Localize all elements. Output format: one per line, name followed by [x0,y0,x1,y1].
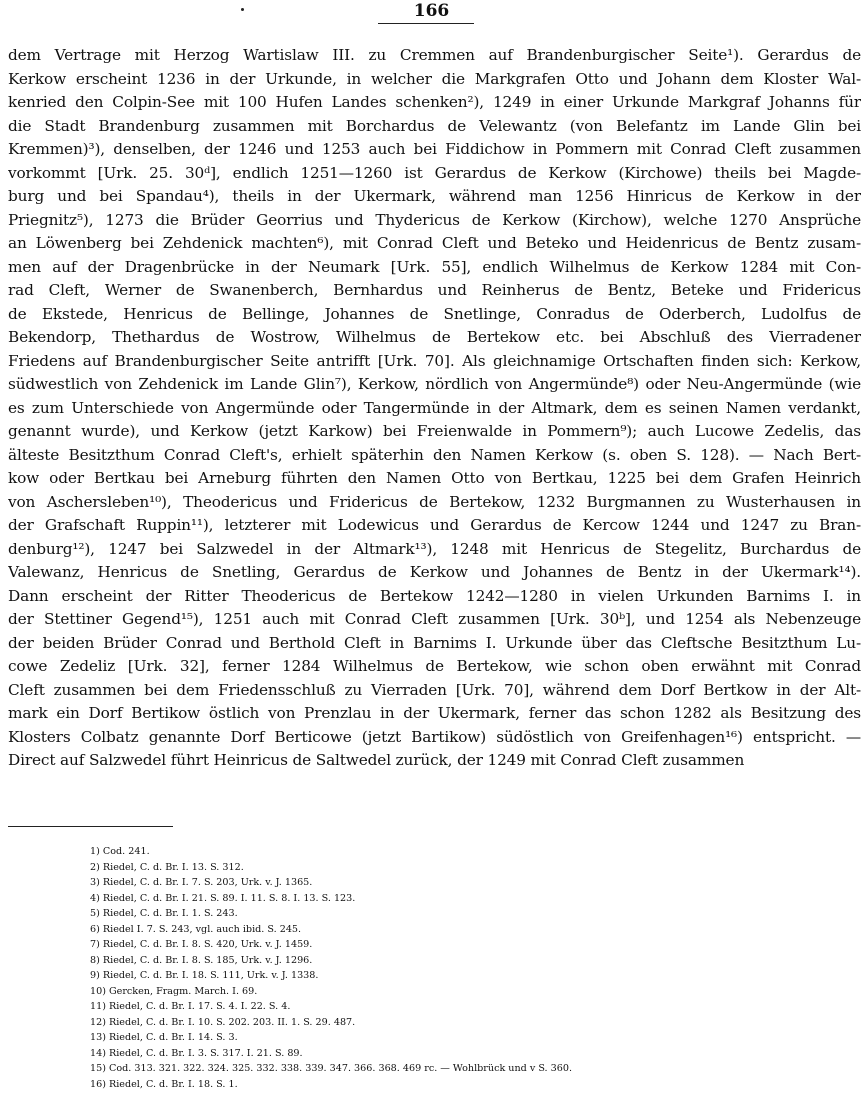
footnote: 15) Cod. 313. 321. 322. 324. 325. 332. 338. 339. 347. 366. 368. 469 rc. — Wohlbrück und v S. 360. [90,1063,573,1074]
body-line: Klosters Colbatz genannte Dorf Berticowe (jetzt Bartikow) südöstlich von Greifenhagen¹⁶) entspricht. — [8,727,861,746]
body-line: Valewanz, Henricus de Snetling, Gerardus de Kerkow und Johannes de Bentz in der Ukermark¹⁴). [8,563,861,581]
body-line: genannt wurde), und Kerkow (jetzt Karkow) bei Freienwalde in Pommern⁹); auch Lucowe Zedelis, das [8,422,861,440]
body-line: vorkommt [Urk. 25. 30ᵈ], endlich 1251—1260 ist Gerardus de Kerkow (Kirchowe) theils bei Magde- [8,163,861,182]
footnote: 5) Riedel, C. d. Br. I. 1. S. 243. [90,908,238,919]
body-line: Bekendorp, Thethardus de Wostrow, Wilhelmus de Bertekow etc. bei Abschluß des Vierradener [8,328,861,346]
body-line: rad Cleft, Werner de Swanenberch, Bernhardus und Reinherus de Bentz, Beteke und Fridericus [8,281,861,299]
body-line: der Stettiner Gegend¹⁵), 1251 auch mit Conrad Cleft zusammen [Urk. 30ᵇ], und 1254 als Nebenzeuge [8,610,861,628]
body-line: an Löwenberg bei Zehdenick machten⁶), mit Conrad Cleft und Beteko und Heidenricus de Bentz zusam- [8,234,861,252]
footnote: 2) Riedel, C. d. Br. I. 13. S. 312. [90,861,244,873]
body-line: denburg¹²), 1247 bei Salzwedel in der Altmark¹³), 1248 mit Henricus de Stegelitz, Burchardus de [8,539,861,558]
footnote: 3) Riedel, C. d. Br. I. 7. S. 203, Urk. v. J. 1365. [90,877,313,888]
footnote: 8) Riedel, C. d. Br. I. 8. S. 185, Urk. v. J. 1296. [90,954,313,966]
body-line: Dann erscheint der Ritter Theodericus de Bertekow 1242—1280 in vielen Urkunden Barnims I. in [8,586,861,605]
footnotes [90,844,860,1092]
body-line: Direct auf Salzwedel führt Heinricus de Saltwedel zurück, der 1249 mit Conrad Cleft zusammen [8,751,745,769]
body-line: Kerkow erscheint 1236 in der Urkunde, in welcher die Markgrafen Otto und Johann dem Kloster Wal- [8,69,861,88]
footnote: 11) Riedel, C. d. Br. I. 17. S. 4. I. 22. S. 4. [90,1001,291,1012]
body-line: der beiden Brüder Conrad und Berthold Cleft in Barnims I. Urkunde über das Cleftsche Besitzthum Lu- [8,633,861,652]
footnote: 6) Riedel I. 7. S. 243, vgl. auch ibid. S. 245. [90,923,302,935]
body-line: men auf der Dragenbrücke in der Neumark [Urk. 55], endlich Wilhelmus de Kerkow 1284 mit Con- [8,257,861,276]
body-line: Cleft zusammen bei dem Friedensschluß zu Vierraden [Urk. 70], während dem Dorf Bertkow in der Alt- [8,680,861,699]
body-line: Friedens auf Brandenburgischer Seite antrifft [Urk. 70]. Als gleichnamige Ortschaften finden sich: Kerkow, [8,351,861,370]
body-line: der Grafschaft Ruppin¹¹), letzterer mit Lodewicus und Gerardus de Kercow 1244 und 1247 zu Bran- [8,516,861,534]
body-text [8,44,861,773]
body-line: dem Vertrage mit Herzog Wartislaw III. zu Cremmen auf Brandenburgischer Seite¹). Gerardus de [8,46,861,64]
body-line: die Stadt Brandenburg zusammen mit Borchardus de Velewantz (von Belefantz im Lande Glin bei [8,116,861,135]
footnote: 16) Riedel, C. d. Br. I. 18. S. 1. [90,1078,238,1090]
body-line: mark ein Dorf Bertikow östlich von Prenzlau in der Ukermark, ferner das schon 1282 als Besitzung des [8,704,861,722]
body-line: Kremmen)³), denselben, der 1246 und 1253 auch bei Fiddichow in Pommern mit Conrad Cleft zusammen [8,140,861,158]
page-number: 166 [413,1,450,21]
footnote: 14) Riedel, C. d. Br. I. 3. S. 317. I. 21. S. 89. [90,1047,303,1059]
footnote: 4) Riedel, C. d. Br. I. 21. S. 89. I. 11. S. 8. I. 13. S. 123. [90,892,356,904]
body-line: Priegnitz⁵), 1273 die Brüder Georrius und Thydericus de Kerkow (Kirchow), welche 1270 Ansprüche [8,210,861,229]
page-number-rule [378,23,474,24]
footnote: 13) Riedel, C. d. Br. I. 14. S. 3. [90,1032,238,1043]
body-line: de Ekstede, Henricus de Bellinge, Johannes de Snetlinge, Conradus de Oderberch, Ludolfus de [8,304,861,323]
body-line: von Aschersleben¹⁰), Theodericus und Fridericus de Bertekow, 1232 Burgmannen zu Wusterhausen in [8,492,861,511]
footnote: 10) Gercken, Fragm. March. I. 69. [90,985,258,997]
footnote-separator [8,826,173,827]
body-line: burg und bei Spandau⁴), theils in der Ukermark, während man 1256 Hinricus de Kerkow in der [8,187,861,205]
body-line: älteste Besitzthum Conrad Cleft's, erhielt späterhin den Namen Kerkow (s. oben S. 128). — Nach Bert- [8,445,861,464]
body-line: es zum Unterschiede von Angermünde oder Tangermünde in der Altmark, dem es seinen Namen verdankt, [8,398,861,417]
footnote: 7) Riedel, C. d. Br. I. 8. S. 420, Urk. v. J. 1459. [90,939,313,950]
footnote: 1) Cod. 241. [90,846,150,857]
body-line: cowe Zedeliz [Urk. 32], ferner 1284 Wilhelmus de Bertekow, wie schon oben erwähnt mit Conrad [8,657,861,675]
body-line: kow oder Bertkau bei Arneburg führten den Namen Otto von Bertkau, 1225 bei dem Grafen Heinrich [8,469,861,487]
footnote: 12) Riedel, C. d. Br. I. 10. S. 202. 203. II. 1. S. 29. 487. [90,1016,356,1028]
body-line: südwestlich von Zehdenick im Lande Glin⁷), Kerkow, nördlich von Angermünde⁸) oder Neu-Angermünde (wie [8,375,861,393]
body-line: kenried den Colpin-See mit 100 Hufen Landes schenken²), 1249 in einer Urkunde Markgraf Johanns für [8,93,861,111]
footnote: 9) Riedel, C. d. Br. I. 18. S. 111, Urk. v. J. 1338. [90,970,319,981]
